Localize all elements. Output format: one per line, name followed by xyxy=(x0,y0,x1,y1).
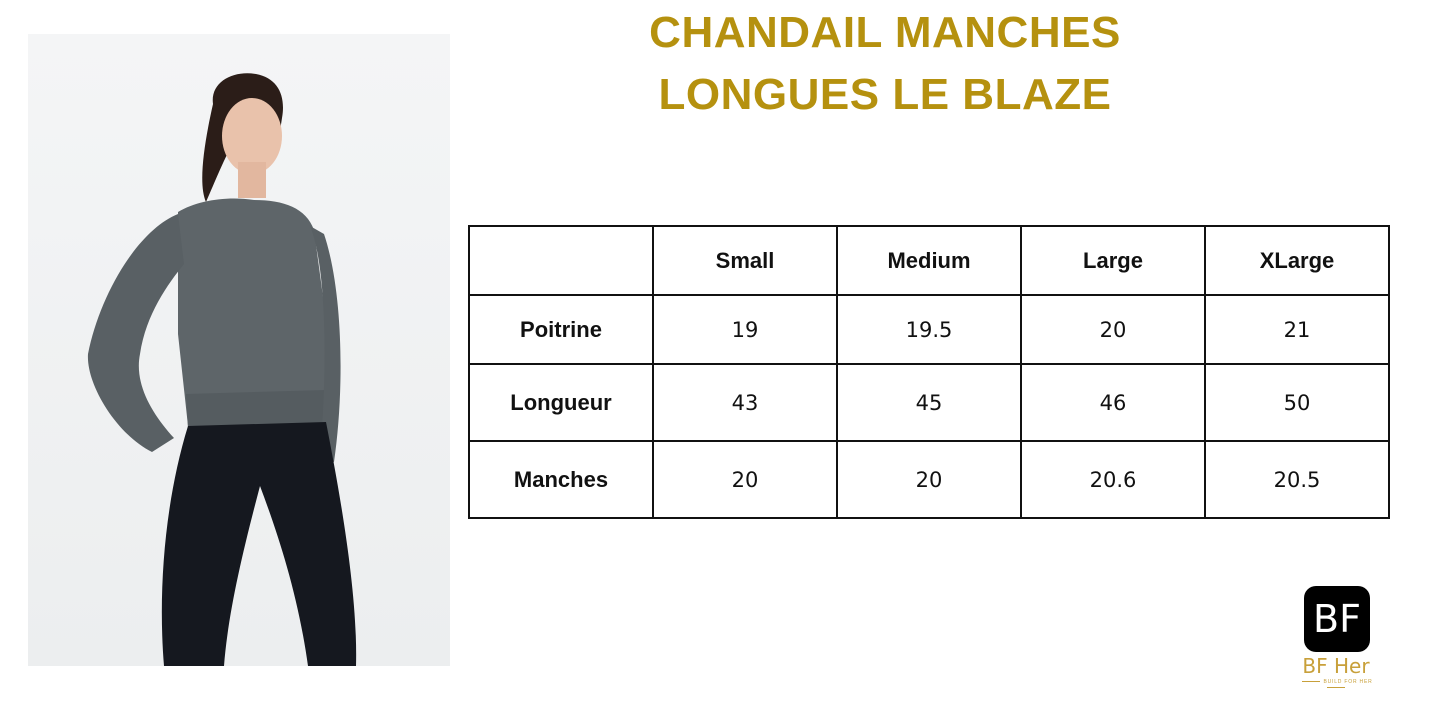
cell-longueur-small: 43 xyxy=(653,364,837,441)
brand-logo xyxy=(1286,586,1386,690)
brand-name: BF Her xyxy=(1302,654,1370,678)
cell-longueur-xlarge: 50 xyxy=(1205,364,1389,441)
cell-manches-medium: 20 xyxy=(837,441,1021,518)
cell-manches-small: 20 xyxy=(653,441,837,518)
row-label-poitrine: Poitrine xyxy=(469,295,653,364)
cell-longueur-large: 46 xyxy=(1021,364,1205,441)
table-row-poitrine xyxy=(469,295,1389,364)
cell-manches-large: 20.6 xyxy=(1021,441,1205,518)
header-medium: Medium xyxy=(837,226,1021,295)
product-title xyxy=(540,2,1230,126)
cell-manches-xlarge: 20.5 xyxy=(1205,441,1389,518)
model-illustration xyxy=(28,34,450,666)
product-title-line-2: LONGUES LE BLAZE xyxy=(658,70,1112,119)
row-label-longueur: Longueur xyxy=(469,364,653,441)
brand-tagline: BUILD FOR HER xyxy=(1292,679,1380,691)
table-header-row xyxy=(469,226,1389,295)
table-row-manches xyxy=(469,441,1389,518)
header-small: Small xyxy=(653,226,837,295)
cell-longueur-medium: 45 xyxy=(837,364,1021,441)
size-chart-table xyxy=(468,225,1390,519)
header-empty-cell xyxy=(469,226,653,295)
brand-logo-mark: BF xyxy=(1304,586,1370,652)
table-row-longueur xyxy=(469,364,1389,441)
row-label-manches: Manches xyxy=(469,441,653,518)
header-large: Large xyxy=(1021,226,1205,295)
cell-poitrine-small: 19 xyxy=(653,295,837,364)
header-xlarge: XLarge xyxy=(1205,226,1389,295)
cell-poitrine-medium: 19.5 xyxy=(837,295,1021,364)
product-title-line-1: CHANDAIL MANCHES xyxy=(649,8,1121,57)
product-photo xyxy=(28,34,450,666)
cell-poitrine-large: 20 xyxy=(1021,295,1205,364)
cell-poitrine-xlarge: 21 xyxy=(1205,295,1389,364)
